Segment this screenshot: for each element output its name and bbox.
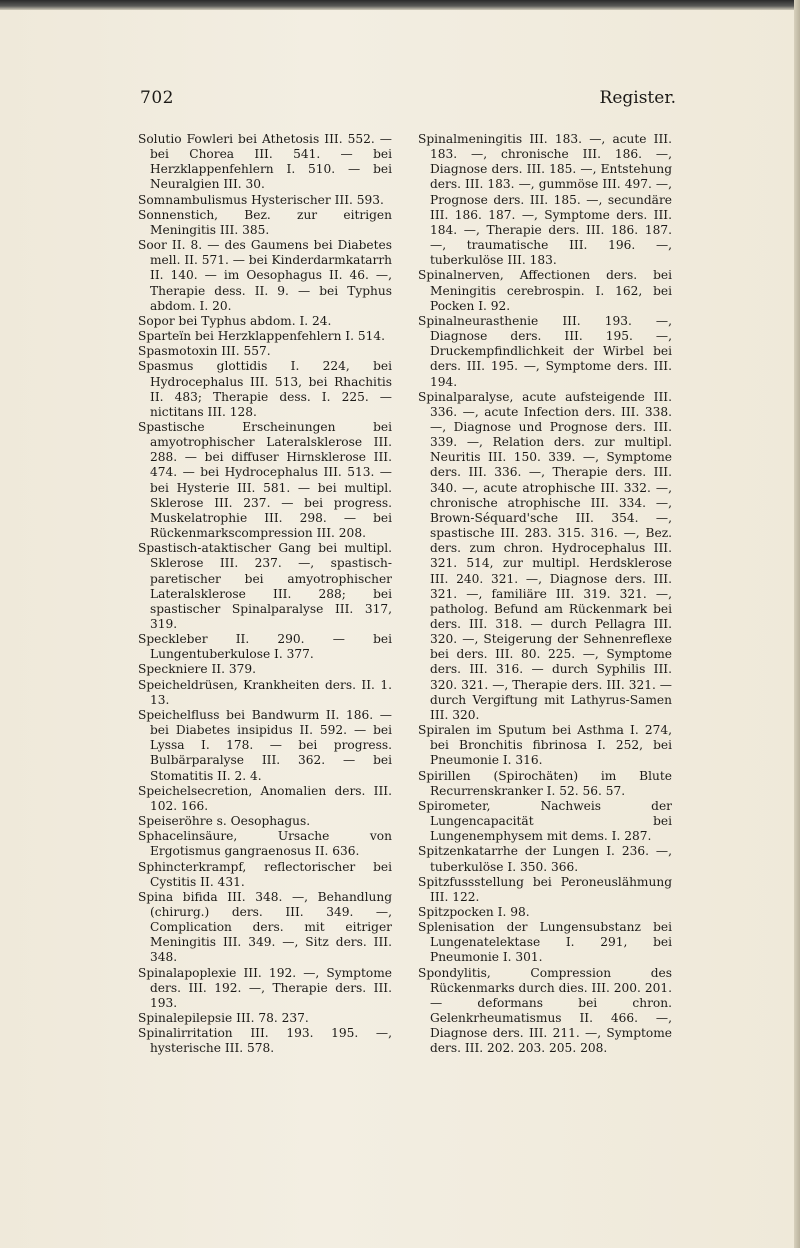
index-entry: Sonnenstich, Bez. zur eitrigen Meningitis III. 385. — [138, 207, 392, 237]
index-entry: Sopor bei Typhus abdom. I. 24. — [138, 313, 332, 328]
index-entry: Spirometer, Nachweis der Lungencapacität bei Lungenemphysem mit dems. I. 287. — [418, 798, 672, 844]
index-entry: Spastisch-ataktischer Gang bei multipl. Sklerose III. 237. —, spastisch-paretischer bei amyotrophischer Lateralsklerose III. 288; bei spastischer Spinalparalyse III. 317, 319. — [138, 541, 392, 631]
index-entry: Spinalapoplexie III. 192. —, Symptome ders. III. 192. —, Therapie ders. III. 193. — [138, 965, 392, 1010]
page-header — [140, 88, 676, 112]
index-entry: Spasmus glottidis I. 224, bei Hydrocephalus III. 513, bei Rhachitis II. 483; Therapie dess. I. 225. — nictitans III. 128. — [138, 359, 392, 419]
index-entry: Spina bifida III. 348. —, Behandlung (chirurg.) ders. III. 349. —, Complication ders. mit eitriger Meningitis III. 349. —, Sitz ders. III. 348. — [138, 889, 392, 965]
page-number: 702 — [140, 88, 174, 108]
index-entry: Speicheldrüsen, Krankheiten ders. II. 1. 13. — [138, 677, 392, 707]
index-entry: Soor II. 8. — des Gaumens bei Diabetes mell. II. 571. — bei Kinderdarmkatarrh II. 140. — im Oesophagus II. 46. —, Therapie dess. II. 9. — bei Typhus abdom. I. 20. — [138, 238, 393, 313]
index-entry: Spondylitis, Compression des Rückenmarks durch dies. III. 200. 201. — deformans bei chron. Gelenkrheumatismus II. 466. —, Diagnose ders. III. 211. —, Symptome ders. III. 202. 203. 205. 208. — [418, 965, 672, 1056]
running-head: Register. — [599, 88, 676, 108]
index-column-left — [138, 132, 392, 1057]
index-column-right — [418, 132, 672, 1057]
index-entry: Speiseröhre s. Oesophagus. — [138, 814, 311, 829]
scan-right-edge — [794, 0, 800, 1248]
index-entry: Spirillen (Spirochäten) im Blute Recurrenskranker I. 52. 56. 57. — [418, 768, 672, 798]
index-entry: Solutio Fowleri bei Athetosis III. 552. — bei Chorea III. 541. — bei Herzklappenfehlern I. 510. — bei Neuralgien III. 30. — [138, 132, 392, 192]
index-entry: Speichelsecretion, Anomalien ders. III. 102. 166. — [138, 783, 392, 813]
index-entry: Spinalirritation III. 193. 195. —, hysterische III. 578. — [138, 1026, 392, 1056]
index-entry: Spinalneurasthenie III. 193. —, Diagnose ders. III. 195. —, Druckempfindlichkeit der Wirbel bei ders. III. 195. —, Symptome ders. III. 194. — [418, 313, 672, 389]
index-entry: Somnambulismus Hysterischer III. 593. — [138, 192, 384, 207]
index-entry: Spinalparalyse, acute aufsteigende III. 336. —, acute Infection ders. III. 338. —, Diagnose und Prognose ders. III. 339. —, Relation ders. zur multipl. Neuritis III. 150. 339. —, Symptome ders. III. 336. —, Therapie ders. III. 340. —, acute atrophische III. 332. —, chronische atrophische III. 334. —, Brown-Séquard'sche III. 354. —, spastische III. 283. 315. 316. —, Bez. ders. zum chron. Hydrocephalus III. 321. 514, zur multipl. Herdsklerose III. 240. 321. —, Diagnose ders. III. 321. —, familiäre III. 319. 321. —, patholog. Befund am Rückenmark bei ders. III. 318. — durch Pellagra III. 320. —, Steigerung der Sehnenreflexe bei ders. III. 80. 225. —, Symptome ders. III. 316. — durch Syphilis III. 320. 321. —, Therapie ders. III. 321. — durch Vergiftung mit Lathyrus-Samen III. 320. — [418, 389, 672, 722]
scan-top-edge — [0, 0, 800, 10]
index-entry: Speichelfluss bei Bandwurm II. 186. — bei Diabetes insipidus II. 592. — bei Lyssa I. 178. — bei progress. Bulbärparalyse III. 362. — bei Stomatitis II. 2. 4. — [138, 707, 392, 783]
index-entry: Speckleber II. 290. — bei Lungentuberkulose I. 377. — [138, 632, 392, 662]
index-entry: Spitzfussstellung bei Peroneuslähmung III. 122. — [418, 874, 672, 904]
index-entry: Speckniere II. 379. — [138, 662, 256, 677]
index-entry: Spiralen im Sputum bei Asthma I. 274, bei Bronchitis fibrinosa I. 252, bei Pneumonie I. 316. — [418, 723, 672, 768]
index-entry: Sphincterkrampf, reflectorischer bei Cystitis II. 431. — [138, 859, 392, 889]
index-entry: Splenisation der Lungensubstanz bei Lungenatelektase I. 291, bei Pneumonie I. 301. — [418, 920, 672, 965]
index-entry: Spitzpocken I. 98. — [418, 904, 530, 919]
index-entry: Spastische Erscheinungen bei amyotrophischer Lateralsklerose III. 288. — bei diffuser Hirnsklerose III. 474. — bei Hydrocephalus III. 513. — bei Hysterie III. 581. — bei multipl. Sklerose III. 237. — bei progress. Muskelatrophie III. 298. — bei Rückenmarkscompression III. 208. — [138, 419, 392, 541]
index-entry: Spinalnerven, Affectionen ders. bei Meningitis cerebrospin. I. 162, bei Pocken I. 92. — [418, 268, 672, 313]
index-entry: Spitzenkatarrhe der Lungen I. 236. —, tuberkulöse I. 350. 366. — [418, 844, 672, 874]
index-entry: Sparteïn bei Herzklappenfehlern I. 514. — [138, 329, 385, 344]
index-entry: Spinalmeningitis III. 183. —, acute III. 183. —, chronische III. 186. —, Diagnose ders. III. 185. —, Entstehung ders. III. 183. —, gummöse III. 497. —, Prognose ders. III. 185. —, secundäre III. 186. 187. —, Symptome ders. III. 184. —, Therapie ders. III. 186. 187. —, traumatische III. 196. —, tuberkulöse III. 183. — [418, 132, 672, 268]
index-entry: Spasmotoxin III. 557. — [138, 344, 271, 359]
index-entry: Spinalepilepsie III. 78. 237. — [138, 1011, 309, 1026]
index-entry: Sphacelinsäure, Ursache von Ergotismus gangraenosus II. 636. — [138, 829, 392, 859]
